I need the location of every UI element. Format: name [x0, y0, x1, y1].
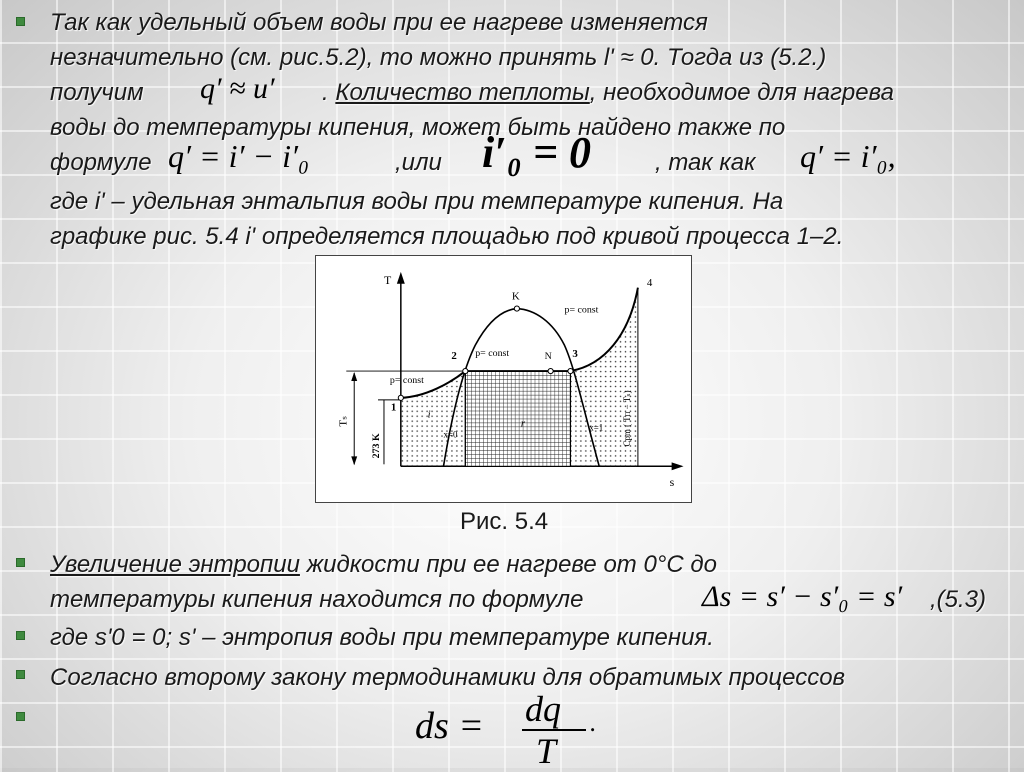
point-2-marker — [463, 368, 468, 373]
label-point-N: N — [544, 351, 552, 363]
label-point-K: K — [511, 290, 520, 303]
label-axis-s: s — [669, 475, 675, 490]
label-x0: x=0 — [443, 429, 458, 440]
bullet2-line2-text: температуры кипения находится по формуле — [50, 586, 584, 613]
line3-text-rest — [322, 75, 894, 110]
paragraph1-line4: воды до температуры кипения, может быть найдено также по — [50, 114, 786, 141]
bullet4-text: Согласно второму закону термодинамики для обратимых процессов — [50, 664, 846, 691]
label-p-const-left: p= const — [389, 374, 424, 386]
label-p-const-right: p= const — [564, 304, 599, 316]
formula-number-5-3: ,(5.3) — [930, 586, 987, 613]
formula-numerator-dq: dq — [525, 689, 561, 729]
label-point-2: 2 — [451, 350, 457, 363]
paragraph1-line3 — [50, 72, 1010, 110]
point-N-marker — [548, 368, 553, 373]
label-x1: x=1 — [589, 422, 604, 433]
heat-quantity-term: Количество теплоты — [335, 79, 590, 106]
formula-denominator-T: T — [536, 731, 557, 771]
label-area-r: r — [520, 417, 526, 430]
bullet-marker-5 — [16, 712, 25, 721]
paragraph1-line1: Так как удельный объем воды при ее нагреве изменяется — [50, 9, 708, 36]
area-vaporization — [465, 371, 570, 466]
point-K-marker — [514, 306, 519, 311]
ts-diagram-figure — [315, 255, 692, 503]
label-axis-T: T — [383, 272, 392, 287]
formula-delta-s: Δs = s′ − s′₀ = s′ — [702, 580, 903, 613]
bullet-marker-2 — [16, 558, 25, 567]
axis-T-arrow — [397, 272, 405, 284]
formula-q-approx-u: q′ ≈ u′ — [200, 72, 275, 105]
label-Ts: Tₛ — [337, 415, 350, 427]
figure-caption: Рис. 5.4 — [460, 508, 549, 535]
formula-dot: . — [590, 708, 597, 737]
label-point-4: 4 — [646, 276, 653, 289]
axis-s-arrow — [672, 462, 684, 470]
line3-dot: . — [322, 79, 336, 106]
paragraph1-line2: незначительно (см. рис.5.2), то можно принять l' ≈ 0. Тогда из (5.2.) — [50, 44, 827, 71]
label-273K: 273 K — [371, 433, 383, 459]
label-point-1: 1 — [390, 401, 397, 414]
paragraph1-line7: графике рис. 5.4 i' определяется площадью под кривой процесса 1–2. — [50, 223, 844, 250]
formula-q-equals-i-minus-i0: q′ = i′ − i′₀ — [168, 138, 310, 174]
label-cpm: Cpm ( Tп − Tₛ) — [621, 390, 632, 447]
bullet2-line1 — [50, 547, 717, 582]
entropy-increase-term: Увеличение энтропии — [50, 551, 300, 578]
bullet-marker-3 — [16, 631, 25, 640]
paragraph1-line5 — [50, 128, 1010, 185]
formula-ds-label: ds = — [415, 705, 484, 747]
dimension-Ts-arrow-bottom — [351, 456, 357, 465]
line5-text-c: , так как — [655, 149, 756, 176]
line3-text-c: , необходимое для нагрева — [589, 79, 894, 106]
point-3-marker — [568, 368, 573, 373]
point-1-marker — [398, 395, 403, 400]
bullet-marker-4 — [16, 670, 25, 679]
label-point-3: 3 — [572, 348, 578, 361]
line5-text-a: формуле — [50, 149, 152, 176]
bullet2-line1-rest: жидкости при ее нагреве от 0°С до — [299, 551, 718, 578]
dimension-Ts-arrow-top — [351, 372, 357, 381]
bullet3-text: где s'0 = 0; s' – энтропия воды при температуре кипения. — [50, 624, 714, 651]
bullet2-line2 — [50, 582, 1010, 620]
line5-text-b: ,или — [395, 149, 442, 176]
formula-i0-equals-zero: i′₀ = 0 — [482, 128, 592, 177]
bullet-marker-1 — [16, 17, 25, 26]
paragraph1-line6: где i' – удельная энтальпия воды при температуре кипения. На — [50, 188, 784, 215]
line3-text-a: получим — [50, 79, 144, 106]
formula-q-equals-i0: q′ = i′₀, — [800, 138, 896, 174]
label-area-i: i — [427, 408, 431, 421]
label-p-const-mid: p= const — [475, 348, 510, 360]
